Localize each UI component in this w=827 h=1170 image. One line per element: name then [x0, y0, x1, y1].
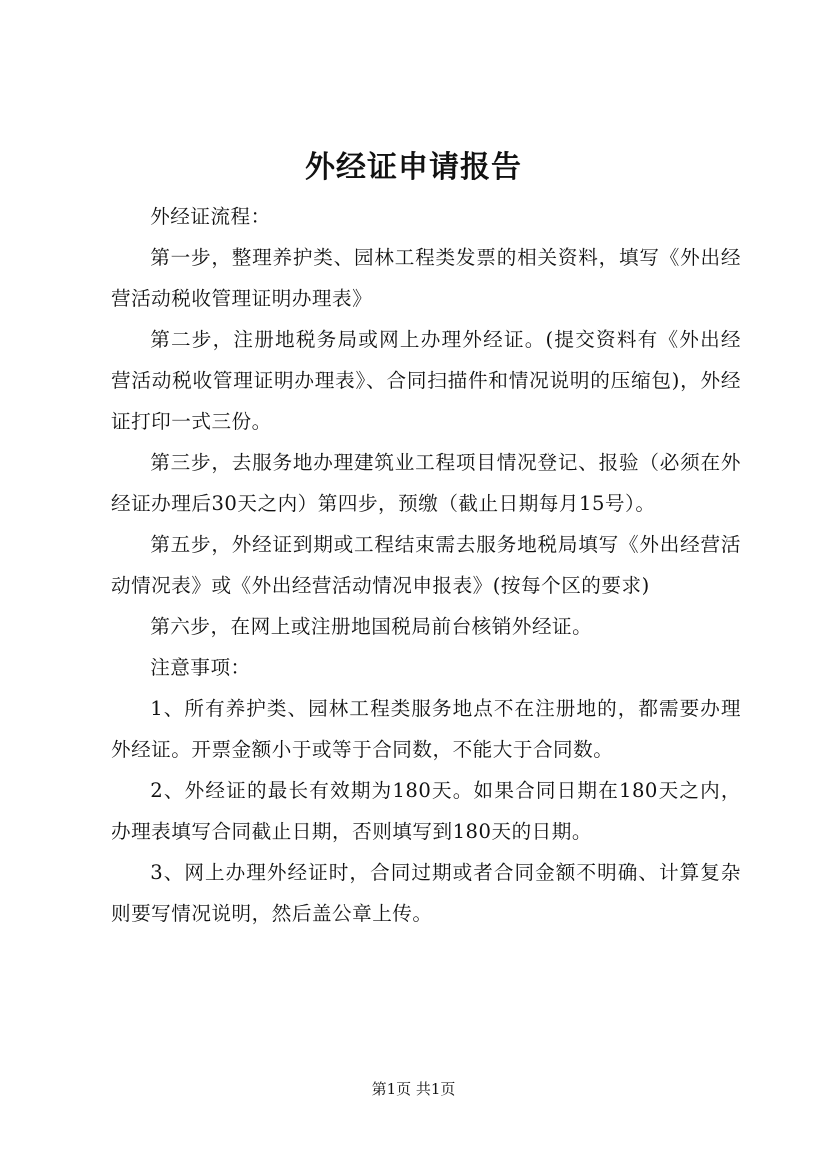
paragraph-step-1: 第一步，整理养护类、园林工程类发票的相关资料，填写《外出经营活动税收管理证明办理表》 [111, 246, 741, 310]
paragraph-step-3-4: 第三步，去服务地办理建筑业工程项目情况登记、报验（必须在外经证办理后30天之内）第四步，预缴（截止日期每月15号）。 [111, 451, 741, 515]
paragraph-note-2: 2、外经证的最长有效期为180天。如果合同日期在180天之内，办理表填写合同截止日期，否则填写到180天的日期。 [111, 779, 741, 843]
paragraph-step-5: 第五步，外经证到期或工程结束需去服务地税局填写《外出经营活动情况表》或《外出经营活动情况申报表》(按每个区的要求) [111, 533, 741, 597]
paragraph-note-3: 3、网上办理外经证时，合同过期或者合同金额不明确、计算复杂则要写情况说明，然后盖公章上传。 [111, 861, 741, 925]
paragraph-process-heading: 外经证流程： [150, 205, 271, 228]
document-body [111, 196, 741, 934]
document-title: 外经证申请报告 [305, 150, 522, 185]
page-footer: 第1页 共1页 [371, 1080, 456, 1098]
paragraph-note-1: 1、所有养护类、园林工程类服务地点不在注册地的，都需要办理外经证。开票金额小于或等于合同数，不能大于合同数。 [111, 697, 741, 761]
paragraph-step-2: 第二步，注册地税务局或网上办理外经证。(提交资料有《外出经营活动税收管理证明办理表》、合同扫描件和情况说明的压缩包)，外经证打印一式三份。 [111, 328, 741, 433]
paragraph-step-6: 第六步，在网上或注册地国税局前台核销外经证。 [150, 615, 593, 638]
paragraph-notes-heading: 注意事项： [150, 656, 251, 679]
